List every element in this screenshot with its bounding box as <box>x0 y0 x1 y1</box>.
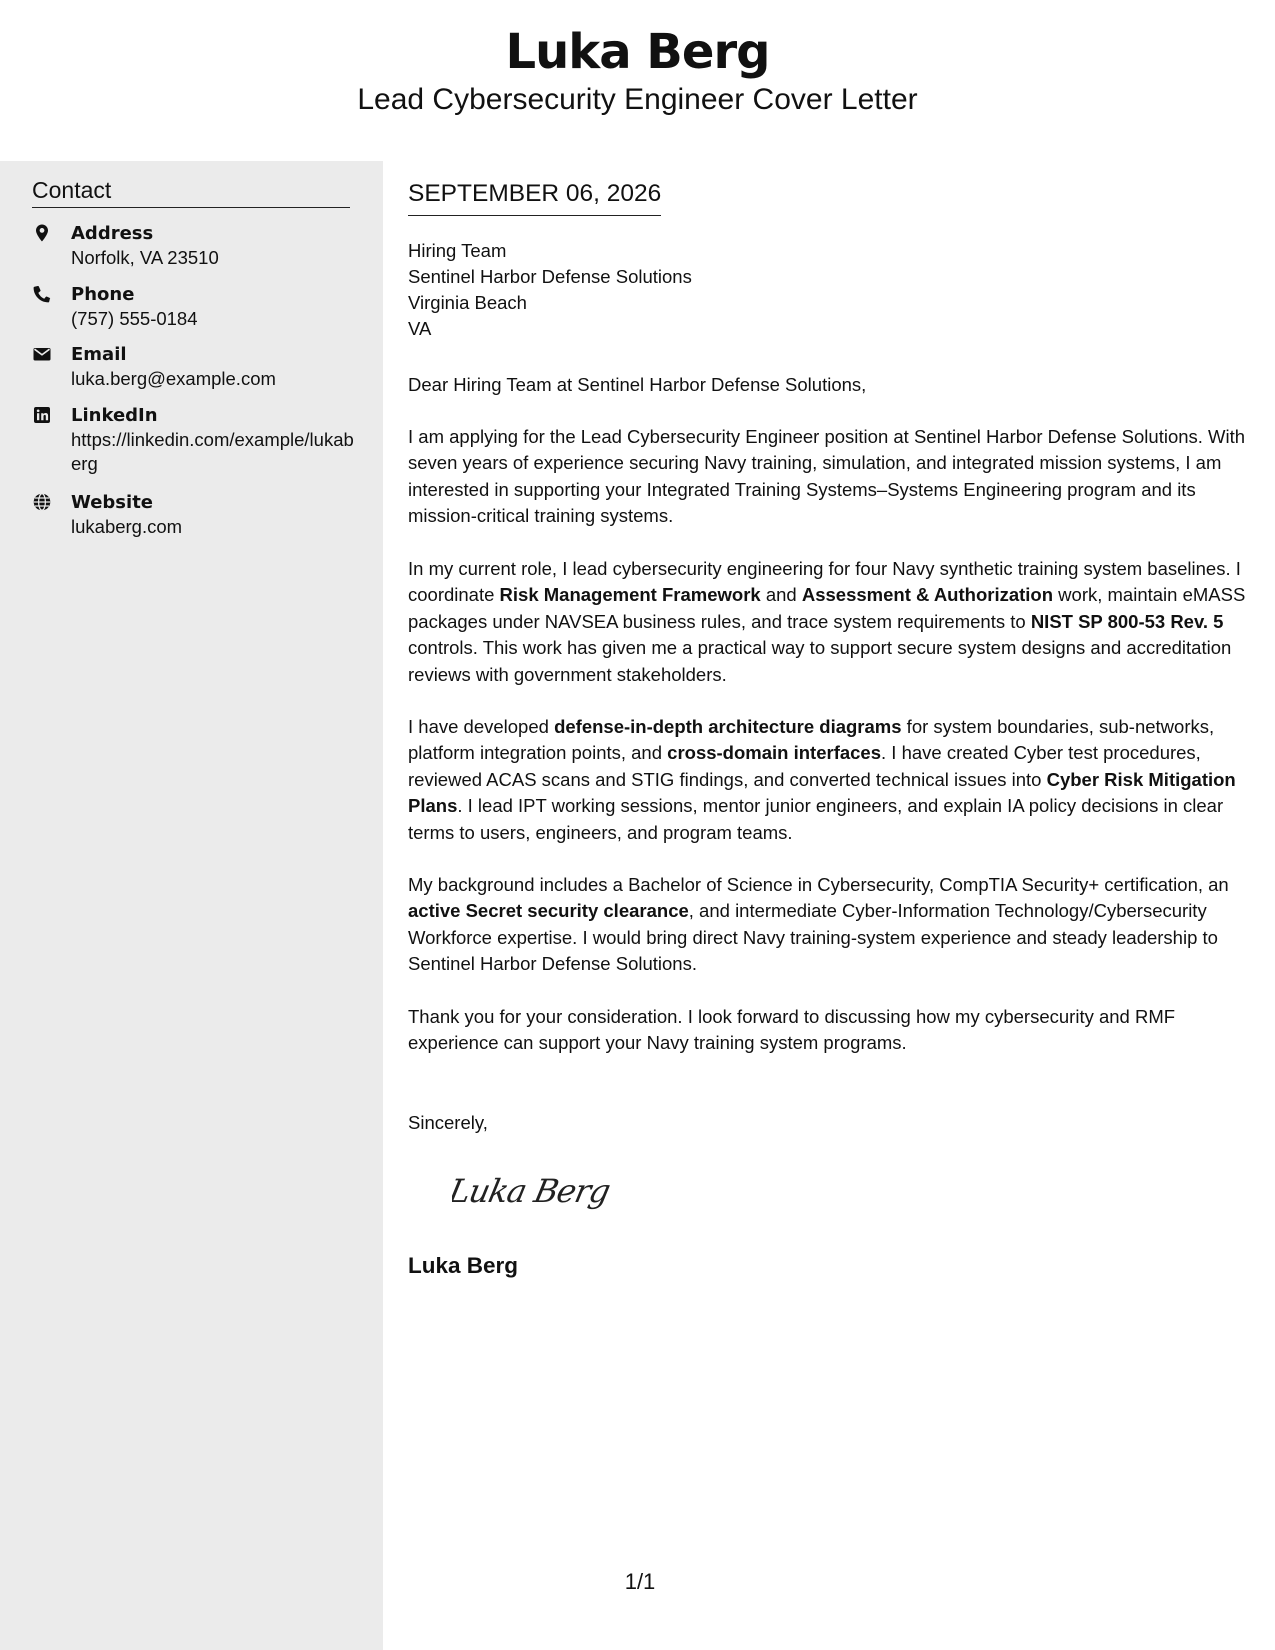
envelope-icon <box>32 344 54 366</box>
paragraph-text: . I have created Cyber test procedures, reviewed ACAS scans and STIG findings, and converted technical issues into <box>408 742 1201 790</box>
contact-label: Phone <box>71 284 135 305</box>
recipient-block <box>408 238 692 342</box>
paragraph-text: I am applying for the Lead Cybersecurity Engineer position at Sentinel Harbor Defense Solutions. With seven years of experience securing Navy training, simulation, and integrated mission systems, I am interested in supporting your Integrated Training Systems–Systems Engineering program and its mission-critical training systems. <box>408 426 1246 527</box>
recipient-line: Hiring Team <box>408 240 507 261</box>
body-paragraph <box>408 556 1248 688</box>
signature-graphic <box>452 1160 632 1220</box>
emphasized-text: Risk Management Framework <box>499 584 761 606</box>
paragraph-text: I have developed <box>408 716 555 737</box>
letter-date: SEPTEMBER 06, 2026 <box>408 178 661 216</box>
paragraph-text: My background includes a Bachelor of Science in Cybersecurity, CompTIA Security+ certification, an <box>408 874 1229 895</box>
letter-header <box>0 0 1275 161</box>
handwritten-signature <box>452 1160 632 1220</box>
website-url[interactable]: lukaberg.com <box>71 516 183 537</box>
page-number: 1/1 <box>624 1569 656 1594</box>
contact-label: LinkedIn <box>71 405 158 426</box>
svg-text:Luka Berg: Luka Berg <box>452 1172 614 1210</box>
emphasized-text: NIST SP 800-53 Rev. 5 <box>1030 610 1224 632</box>
emphasized-text: defense-in-depth architecture diagrams <box>554 716 902 737</box>
globe-icon <box>32 492 54 514</box>
candidate-name: Luka Berg <box>505 24 770 80</box>
linkedin-icon <box>32 405 54 427</box>
body-paragraph <box>408 1004 1248 1057</box>
paragraph-text: , and intermediate Cyber-Information Technology/Cybersecurity Workforce expertise. I would bring direct Navy training-system experience and steady leadership to Sentinel Harbor Defense Solutions. <box>408 900 1218 975</box>
body-paragraph <box>408 872 1248 978</box>
salutation: Dear Hiring Team at Sentinel Harbor Defense Solutions, <box>408 374 867 395</box>
paragraph-text: and <box>760 584 802 606</box>
contact-label: Website <box>71 492 154 513</box>
phone-icon <box>32 284 54 306</box>
map-pin-icon <box>32 223 54 245</box>
paragraph-text: . I lead IPT working sessions, mentor junior engineers, and explain IA policy decisions in clear terms to users, engineers, and program teams. <box>408 795 1224 843</box>
closing-line: Sincerely, <box>408 1112 488 1133</box>
paragraph-text: controls. This work has given me a practical way to support secure system designs and accreditation reviews with government stakeholders. <box>408 637 1232 685</box>
paragraph-text: Thank you for your consideration. I look forward to discussing how my cybersecurity and RMF experience can support your Navy training system programs. <box>408 1006 1176 1054</box>
contact-label: Address <box>71 223 154 244</box>
contact-label: Email <box>71 344 127 365</box>
signed-name: Luka Berg <box>408 1253 519 1278</box>
letter-subtitle: Lead Cybersecurity Engineer Cover Letter <box>357 83 918 116</box>
paragraph-text: In my current role, I lead cybersecurity engineering for four Navy synthetic training system baselines. I coordinate <box>408 558 1241 606</box>
contact-heading: Contact <box>32 175 350 208</box>
paragraph-text: work, maintain eMASS packages under NAVSEA business rules, and trace system requirements to <box>408 584 1246 632</box>
contact-value: luka.berg@example.com <box>71 368 276 389</box>
paragraph-text: for system boundaries, sub-networks, platform integration points, and <box>408 716 1215 764</box>
body-paragraph <box>408 424 1248 530</box>
linkedin-url[interactable]: https://linkedin.com/example/lukaberg <box>71 429 354 474</box>
recipient-line: Virginia Beach <box>408 292 527 313</box>
recipient-line: VA <box>408 318 432 339</box>
contact-value: Norfolk, VA 23510 <box>71 247 219 268</box>
recipient-line: Sentinel Harbor Defense Solutions <box>408 266 692 287</box>
emphasized-text: cross-domain interfaces <box>667 742 882 764</box>
body-paragraph <box>408 714 1248 846</box>
contact-value: (757) 555-0184 <box>71 308 198 329</box>
emphasized-text: Cyber Risk Mitigation Plans <box>408 768 1236 817</box>
emphasized-text: active Secret security clearance <box>408 900 689 922</box>
emphasized-text: Assessment & Authorization <box>801 584 1054 606</box>
